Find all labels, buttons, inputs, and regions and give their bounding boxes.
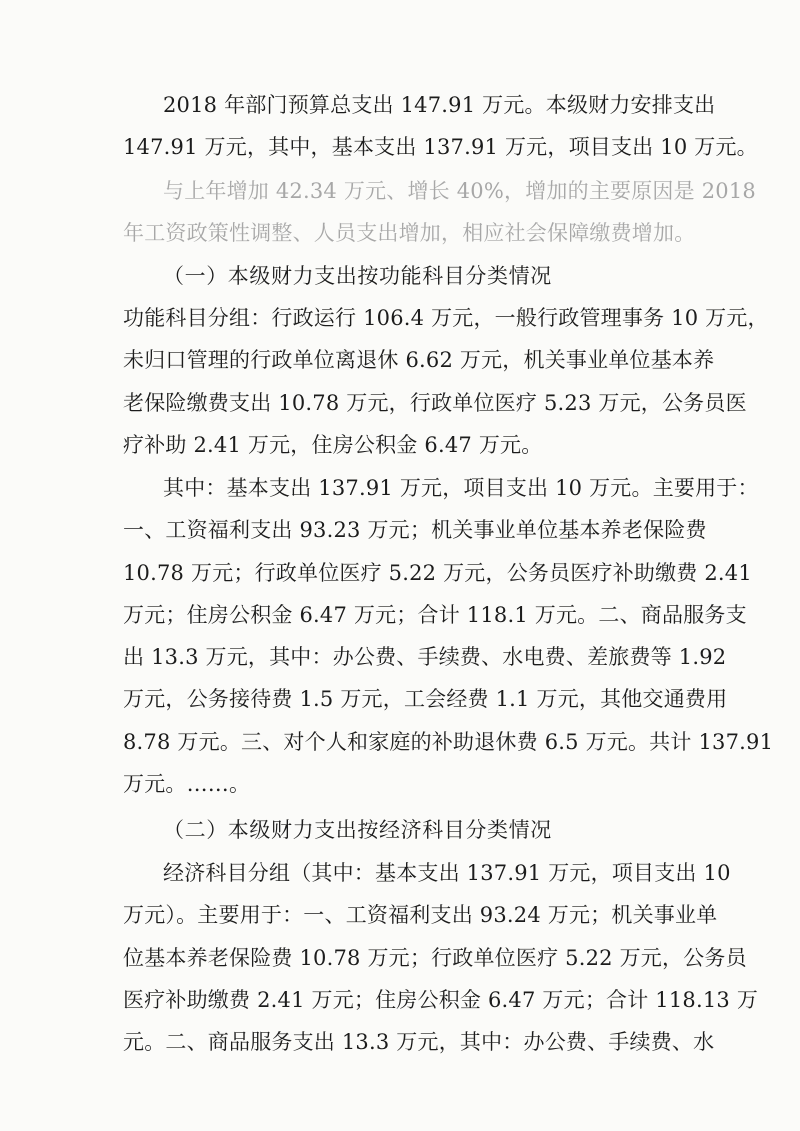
paragraph-4-line-3: 10.78 万元；行政单位医疗 5.22 万元，公务员医疗补助缴费 2.41 <box>123 561 752 585</box>
paragraph-5-line-2: 万元）。主要用于：一、工资福利支出 93.24 万元；机关事业单 <box>123 903 718 927</box>
paragraph-5-line-1: 经济科目分组（其中：基本支出 137.91 万元，项目支出 10 <box>163 861 731 885</box>
paragraph-4-line-7: 8.78 万元。三、对个人和家庭的补助退休费 6.5 万元。共计 137.91 <box>123 730 774 754</box>
paragraph-1-line-1: 2018 年部门预算总支出 147.91 万元。本级财力安排支出 <box>163 93 716 117</box>
paragraph-4-line-2: 一、工资福利支出 93.23 万元；机关事业单位基本养老保险费 <box>123 518 707 542</box>
paragraph-4-line-6: 万元，公务接待费 1.5 万元，工会经费 1.1 万元，其他交通费用 <box>123 687 728 711</box>
paragraph-5-line-5: 元。二、商品服务支出 13.3 万元，其中：办公费、手续费、水 <box>123 1030 715 1054</box>
paragraph-3-line-3: 老保险缴费支出 10.78 万元，行政单位医疗 5.23 万元，公务员医 <box>123 391 747 415</box>
section-1-heading: （一）本级财力支出按功能科目分类情况 <box>163 264 552 288</box>
paragraph-3-line-4: 疗补助 2.41 万元，住房公积金 6.47 万元。 <box>123 433 543 457</box>
paragraph-5-line-4: 医疗补助缴费 2.41 万元；住房公积金 6.47 万元；合计 118.13 万 <box>123 988 759 1012</box>
paragraph-4-line-8: 万元。……。 <box>123 772 251 796</box>
paragraph-4-line-5: 出 13.3 万元，其中：办公费、手续费、水电费、差旅费等 1.92 <box>123 645 727 669</box>
paragraph-4-line-1: 其中：基本支出 137.91 万元，项目支出 10 万元。主要用于： <box>163 476 759 500</box>
paragraph-4-line-4: 万元；住房公积金 6.47 万元；合计 118.1 万元。二、商品服务支 <box>123 603 747 627</box>
paragraph-2-line-1: 与上年增加 42.34 万元、增长 40%，增加的主要原因是 2018 <box>163 179 756 203</box>
paragraph-5-line-3: 位基本养老保险费 10.78 万元；行政单位医疗 5.22 万元，公务员 <box>123 946 747 970</box>
section-2-heading: （二）本级财力支出按经济科目分类情况 <box>163 818 552 842</box>
paragraph-3-line-2: 未归口管理的行政单位离退休 6.62 万元，机关事业单位基本养 <box>123 348 715 372</box>
paragraph-2-line-2: 年工资政策性调整、人员支出增加，相应社会保障缴费增加。 <box>123 221 696 245</box>
paragraph-3-line-1: 功能科目分组：行政运行 106.4 万元，一般行政管理事务 10 万元， <box>123 306 769 330</box>
paragraph-1-line-2: 147.91 万元，其中，基本支出 137.91 万元，项目支出 10 万元。 <box>123 135 758 159</box>
